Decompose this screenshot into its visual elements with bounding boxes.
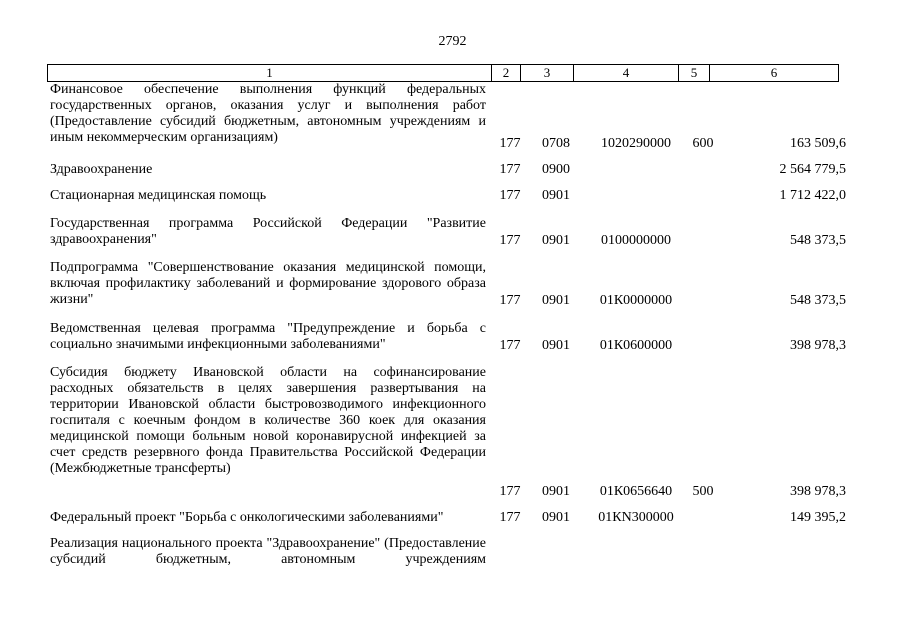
row-col-3: 0901 <box>542 510 570 525</box>
row-col-3: 0901 <box>542 188 570 203</box>
row-col-3: 0708 <box>542 136 570 151</box>
row-col-6: 398 978,3 <box>790 338 846 353</box>
page-number: 2792 <box>438 34 467 49</box>
row-col-2: 177 <box>499 136 521 151</box>
row-description: Федеральный проект "Борьба с онкологическими заболеваниями" <box>50 510 444 525</box>
header-col-2: 2 <box>492 65 521 82</box>
row-col-3: 0901 <box>542 338 570 353</box>
row-col-6: 163 509,6 <box>790 136 846 151</box>
row-col-3: 0900 <box>542 162 570 177</box>
column-header-row <box>47 64 839 82</box>
row-description: Финансовое обеспечение выполнения функций федеральных государственных органов, оказания услуг и выполнения работ (Предоставление субсидий бюджетным, автономным учреждениям и иным некоммерческим организациям) <box>50 82 486 145</box>
row-col-2: 177 <box>499 233 521 248</box>
row-col-2: 177 <box>499 293 521 308</box>
row-col-6: 398 978,3 <box>790 484 846 499</box>
row-description: Здравоохранение <box>50 162 153 177</box>
row-description: Государственная программа Российской Федерации "Развитие здравоохранения" <box>50 216 486 247</box>
row-col-2: 177 <box>499 510 521 525</box>
row-col-3: 0901 <box>542 484 570 499</box>
row-col-6: 548 373,5 <box>790 233 846 248</box>
row-col-4: 0100000000 <box>601 233 671 248</box>
header-col-6: 6 <box>710 65 839 82</box>
row-col-4: 1020290000 <box>601 136 671 151</box>
header-col-5: 5 <box>679 65 710 82</box>
row-col-4: 01К0000000 <box>599 293 673 308</box>
header-col-3: 3 <box>521 65 574 82</box>
header-col-4: 4 <box>574 65 679 82</box>
row-description: Ведомственная целевая программа "Предупреждение и борьба с социально значимыми инфекционными заболеваниями" <box>50 321 486 352</box>
header-col-1: 1 <box>48 65 492 82</box>
row-col-5: 600 <box>692 136 714 151</box>
row-col-6: 149 395,2 <box>790 510 846 525</box>
row-col-3: 0901 <box>542 293 570 308</box>
row-description: Субсидия бюджету Ивановской области на софинансирование расходных обязательств в целях завершения развертывания на территории Ивановской области быстровозводимого инфекционного госпиталя с коечным фондом в количестве 360 коек для оказания медицинской помощи больным новой коронавирусной инфекцией за счет средств резервного фонда Правительства Российской Федерации (Межбюджетные трансферты) <box>50 365 486 476</box>
row-description: Стационарная медицинская помощь <box>50 188 267 203</box>
row-col-4: 01КN300000 <box>598 510 674 525</box>
row-col-4: 01К0600000 <box>599 338 673 353</box>
row-col-6: 1 712 422,0 <box>779 188 846 203</box>
row-col-5: 500 <box>692 484 714 499</box>
row-col-6: 548 373,5 <box>790 293 846 308</box>
row-col-4: 01К0656640 <box>599 484 673 499</box>
row-col-2: 177 <box>499 484 521 499</box>
row-description: Подпрограмма "Совершенствование оказания медицинской помощи, включая профилактику заболеваний и формирование здорового образа жизни" <box>50 260 486 307</box>
row-col-2: 177 <box>499 188 521 203</box>
row-description: Реализация национального проекта "Здравоохранение" (Предоставление субсидий бюджетным, автономным учреждениям <box>50 536 486 567</box>
row-col-2: 177 <box>499 338 521 353</box>
row-col-6: 2 564 779,5 <box>779 162 846 177</box>
row-col-2: 177 <box>499 162 521 177</box>
row-col-3: 0901 <box>542 233 570 248</box>
